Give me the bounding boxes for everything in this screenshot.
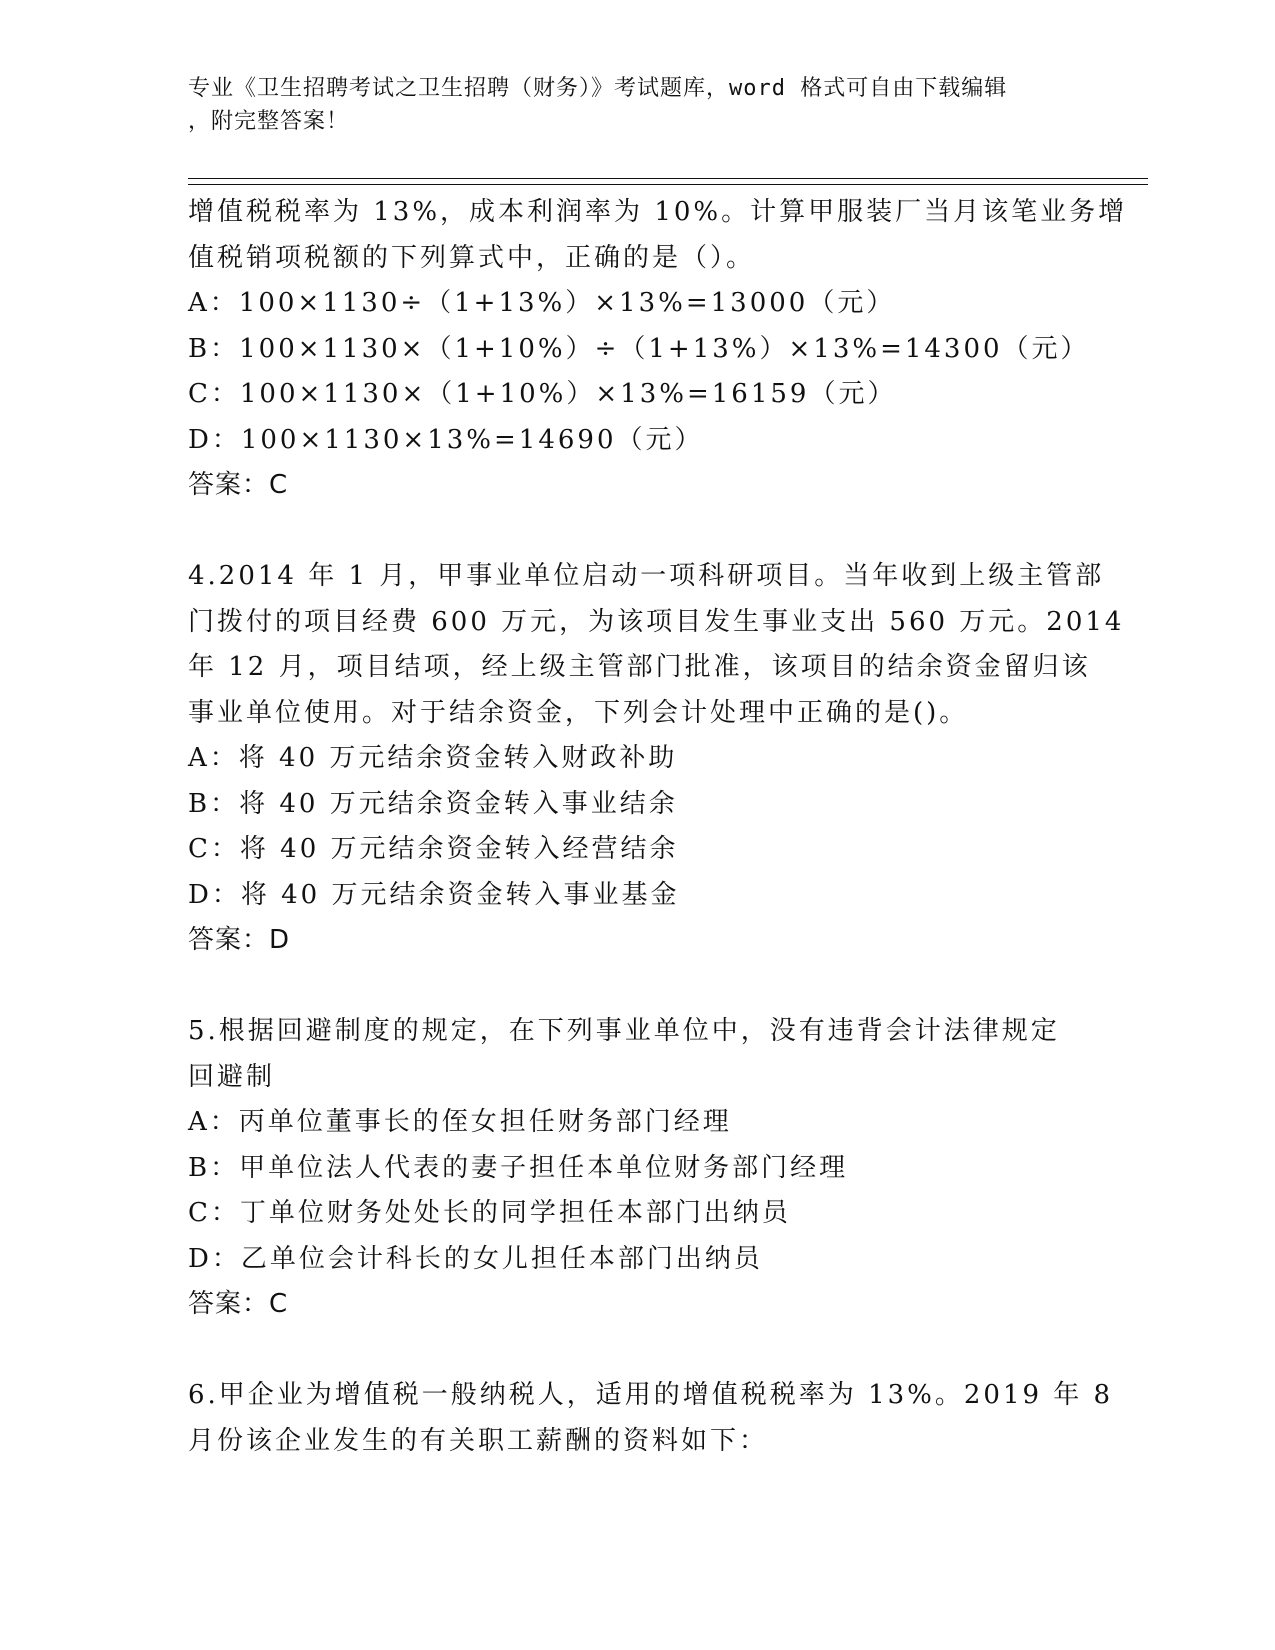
question-text-line: 值税销项税额的下列算式中，正确的是（）。 [188,242,756,273]
option-c: C：丁单位财务处处长的同学担任本部门出纳员 [188,1198,791,1228]
question-text-line: 增值税税率为 13%，成本利润率为 10%。计算甲服装厂当月该笔业务增 [188,197,1128,227]
answer-line: 答案：C [188,470,289,500]
option-c: C：将 40 万元结余资金转入经营结余 [188,834,679,864]
question-6 [188,1373,1114,1464]
question-text-line: 月份该企业发生的有关职工薪酬的资料如下： [188,1425,769,1456]
question-4 [188,554,1125,964]
option-b: B：甲单位法人代表的妻子担任本单位财务部门经理 [188,1152,849,1183]
option-d: D：将 40 万元结余资金转入事业基金 [188,879,680,910]
page-header [188,72,1088,138]
question-text-line: 门拨付的项目经费 600 万元，为该项目发生事业支出 560 万元。2014 [188,606,1125,637]
option-d: D：乙单位会计科长的女儿担任本部门出纳员 [188,1243,763,1274]
option-b: B：将 40 万元结余资金转入事业结余 [188,788,678,819]
option-b: B：100×1130×（1+10%）÷（1+13%）×13%=14300（元） [188,333,1090,364]
option-c: C：100×1130×（1+10%）×13%=16159（元） [188,379,897,409]
header-divider-bottom [188,184,1148,185]
header-line-1: 专业《卫生招聘考试之卫生招聘（财务）》考试题库，word 格式可自由下载编辑 [188,76,1008,101]
question-text-line: 6.甲企业为增值税一般纳税人，适用的增值税税率为 13%。2019 年 8 [188,1380,1114,1410]
header-divider-top [188,178,1148,179]
spacer [188,1328,1088,1374]
question-3 [188,190,1128,509]
question-text-line: 事业单位使用。对于结余资金，下列会计处理中正确的是()。 [188,697,969,728]
question-text-line: 4.2014 年 1 月，甲事业单位启动一项科研项目。当年收到上级主管部 [188,561,1105,591]
spacer [188,964,1088,1010]
header-line-2: ，附完整答案！ [188,109,350,134]
answer-line: 答案：D [188,925,291,955]
answer-line: 答案：C [188,1289,289,1319]
question-5 [188,1009,1088,1328]
question-text-line: 5.根据回避制度的规定，在下列事业单位中，没有违背会计法律规定 [188,1016,1060,1046]
option-a: A：将 40 万元结余资金转入财政补助 [188,743,678,773]
option-a: A：丙单位董事长的侄女担任财务部门经理 [188,1107,732,1137]
spacer [188,509,1088,555]
document-body [188,190,1128,1464]
option-a: A：100×1130÷（1+13%）×13%=13000（元） [188,288,896,318]
option-d: D：100×1130×13%=14690（元） [188,424,704,455]
question-text-line: 回避制 [188,1061,276,1092]
question-text-line: 年 12 月，项目结项，经上级主管部门批准，该项目的结余资金留归该 [188,652,1091,682]
